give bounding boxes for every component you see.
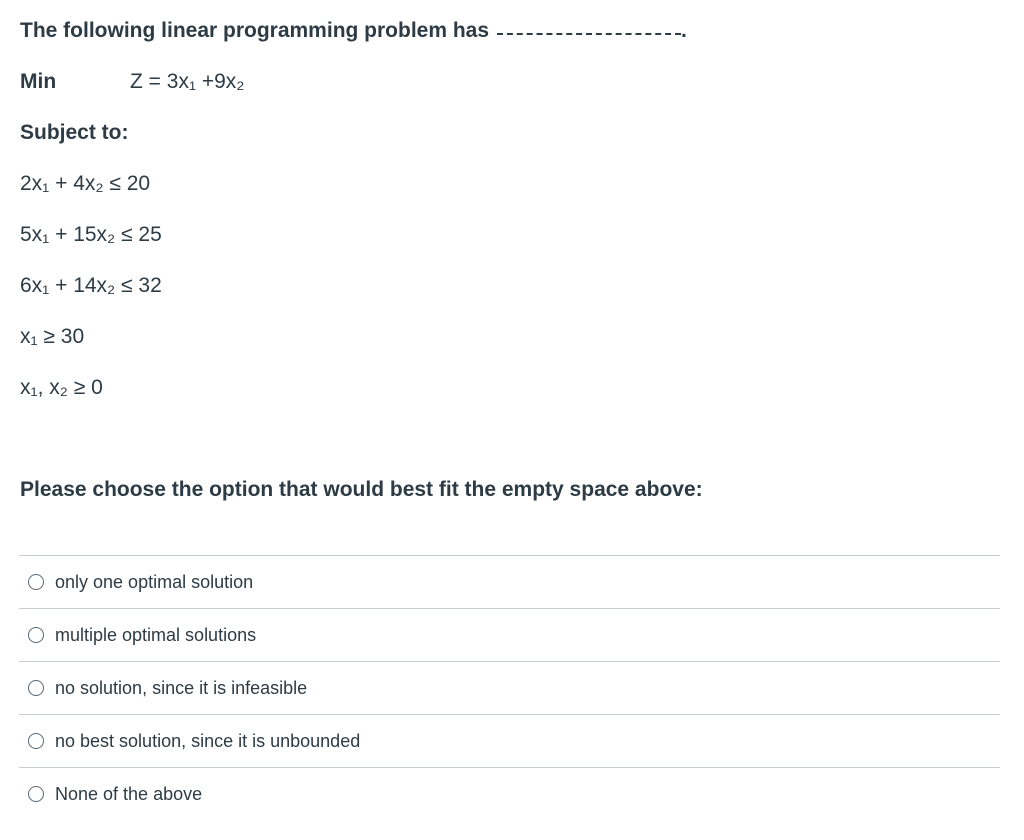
answer-label: multiple optimal solutions xyxy=(55,624,257,645)
radio-button[interactable] xyxy=(28,627,44,643)
objective-line xyxy=(20,71,420,92)
radio-button[interactable] xyxy=(28,733,44,749)
constraint-4: x₁ ≥ 30 xyxy=(20,325,85,348)
answer-label: only one optimal solution xyxy=(55,571,254,592)
constraint-5: x₁, x₂ ≥ 0 xyxy=(20,376,103,399)
radio-button[interactable] xyxy=(28,786,44,802)
radio-button[interactable] xyxy=(28,574,44,590)
radio-button[interactable] xyxy=(28,680,44,696)
blank-end: . xyxy=(681,19,687,42)
constraint-2: 5x₁ + 15x₂ ≤ 25 xyxy=(20,223,162,246)
answer-list xyxy=(19,555,1000,820)
subject-to-label: Subject to: xyxy=(20,121,129,144)
constraint-1: 2x₁ + 4x₂ ≤ 20 xyxy=(20,172,151,195)
question-prompt-line xyxy=(20,20,687,41)
objective-expression: Z = 3x₁ +9x₂ xyxy=(130,70,245,93)
answer-option[interactable] xyxy=(19,767,1000,820)
answer-blank xyxy=(497,33,681,35)
answer-option[interactable] xyxy=(19,608,1000,661)
answer-option[interactable] xyxy=(19,555,1000,608)
instruction-text: Please choose the option that would best fit the empty space above: xyxy=(20,478,703,501)
constraint-3: 6x₁ + 14x₂ ≤ 32 xyxy=(20,274,162,297)
answer-label: no solution, since it is infeasible xyxy=(55,677,308,698)
answer-option[interactable] xyxy=(19,661,1000,714)
answer-option[interactable] xyxy=(19,714,1000,767)
answer-label: None of the above xyxy=(55,783,203,804)
objective-keyword: Min xyxy=(20,70,57,93)
answer-label: no best solution, since it is unbounded xyxy=(55,730,361,751)
question-prompt: The following linear programming problem has xyxy=(20,19,490,42)
